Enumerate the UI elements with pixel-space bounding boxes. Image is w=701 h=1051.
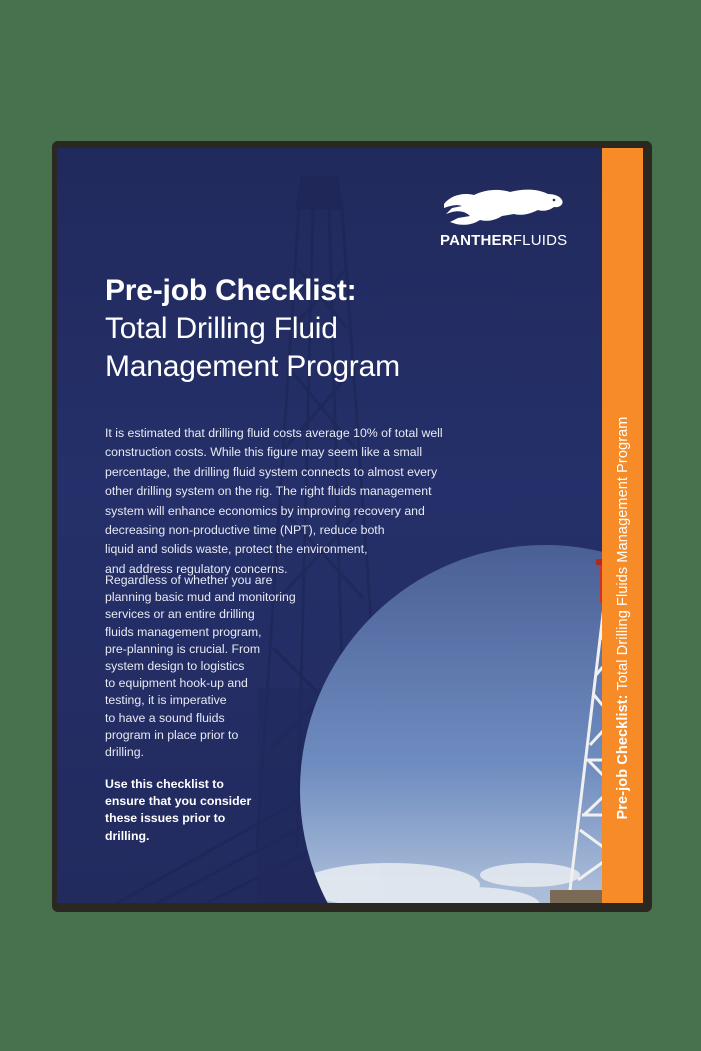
text-line: program in place prior to: [105, 727, 239, 742]
intro-paragraph: [105, 424, 475, 579]
text-line: these issues prior to: [105, 811, 226, 826]
brand-logo: [440, 186, 568, 249]
text-line: testing, it is imperative: [105, 693, 227, 708]
text-line: Use this checklist to: [105, 777, 224, 791]
brand-wordmark: [440, 232, 567, 249]
side-accent-strip: [602, 148, 643, 903]
text-line: drilling.: [105, 745, 144, 760]
side-strip-regular: Total Drilling Fluids Management Program: [614, 416, 631, 695]
page-title: [105, 272, 400, 386]
navy-cover-panel: [57, 148, 602, 903]
text-line: to have a sound fluids: [105, 710, 225, 725]
text-line: drilling.: [105, 828, 150, 843]
call-to-action-paragraph: [105, 776, 285, 845]
text-line: liquid and solids waste, protect the environment,: [105, 542, 368, 557]
text-line: and address regulatory concerns.: [105, 561, 288, 576]
side-strip-title: [615, 417, 631, 820]
brand-name-bold: PANTHER: [440, 232, 513, 249]
text-line: percentage, the drilling fluid system connects to almost every: [105, 464, 438, 479]
text-line: to equipment hook-up and: [105, 676, 248, 691]
planning-paragraph: [105, 572, 325, 761]
title-line-2: Total Drilling Fluid: [105, 312, 338, 345]
text-line: construction costs. While this figure may seem like a small: [105, 445, 423, 460]
title-line-3: Management Program: [105, 350, 400, 383]
text-line: Regardless of whether you are: [105, 573, 273, 587]
document-page: [57, 148, 643, 903]
title-line-1: Pre-job Checklist:: [105, 274, 357, 307]
text-line: decreasing non-productive time (NPT), reduce both: [105, 523, 385, 538]
text-line: other drilling system on the rig. The right fluids management: [105, 484, 432, 499]
side-strip-bold: Pre-job Checklist:: [614, 694, 631, 820]
text-line: system will enhance economics by improving recovery and: [105, 503, 425, 518]
text-line: It is estimated that drilling fluid costs average 10% of total well: [105, 426, 443, 440]
text-line: planning basic mud and monitoring: [105, 590, 296, 605]
brand-name-light: FLUIDS: [512, 232, 568, 249]
text-line: pre-planning is crucial. From: [105, 641, 261, 656]
text-line: ensure that you consider: [105, 794, 252, 809]
panther-icon: [440, 186, 565, 228]
text-line: system design to logistics: [105, 659, 245, 674]
text-line: fluids management program,: [105, 624, 262, 639]
text-line: services or an entire drilling: [105, 607, 255, 622]
